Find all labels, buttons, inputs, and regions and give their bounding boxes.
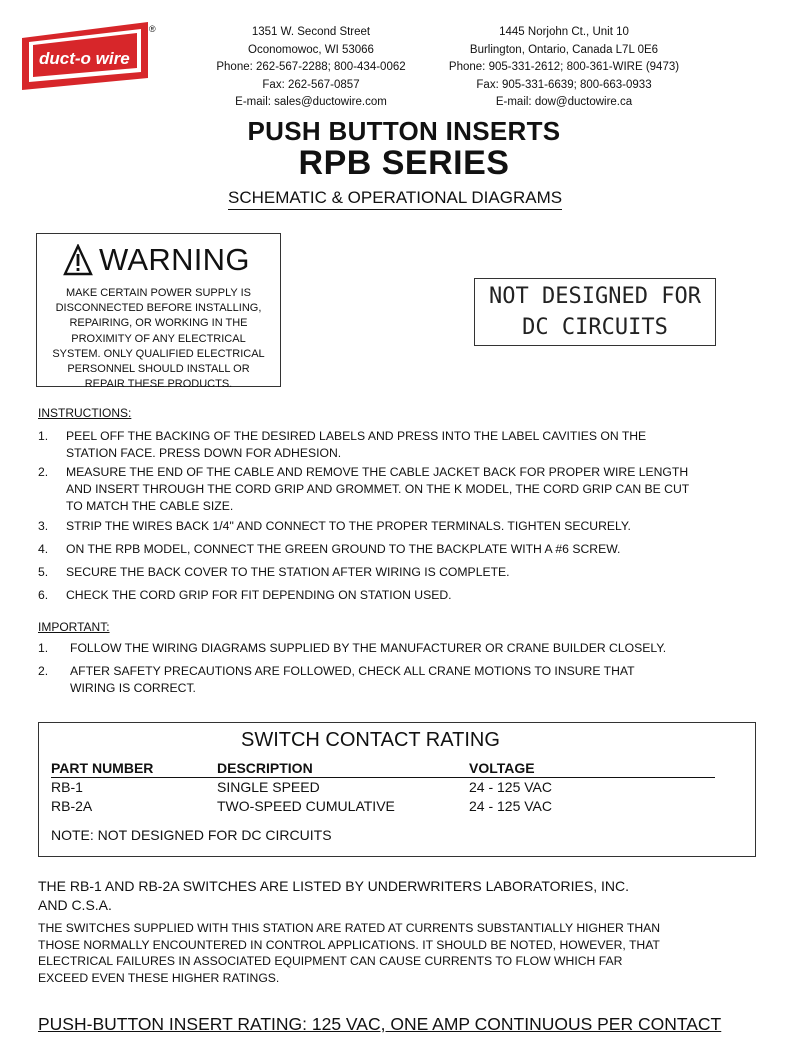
dc-notice-line: DC CIRCUITS [522,315,668,340]
dc-notice-box [474,278,716,346]
instruction-item [38,564,778,581]
text-line: EXCEED EVEN THESE HIGHER RATINGS. [38,970,280,985]
instruction-item [38,518,778,535]
address-fax: Fax: 905-331-6639; 800-663-0933 [476,78,652,91]
item-line: TO MATCH THE CABLE SIZE. [66,498,234,513]
column-header: PART NUMBER [51,759,217,778]
text-line: THE RB-1 AND RB-2A SWITCHES ARE LISTED BY UNDERWRITERS LABORATORIES, INC. [38,878,629,894]
instruction-item [38,464,788,514]
item-line: AFTER SAFETY PRECAUTIONS ARE FOLLOWED, CHECK ALL CRANE MOTIONS TO INSURE THAT [70,664,635,678]
rating-table [51,759,715,815]
address-canada [436,24,692,112]
item-number: 2. [38,465,49,479]
warning-triangle-icon [63,244,93,276]
instruction-item [38,428,778,462]
text-line: ELECTRICAL FAILURES IN ASSOCIATED EQUIPMENT CAN CAUSE CURRENTS TO FLOW WHICH FAR [38,954,623,969]
table-cell: TWO-SPEED CUMULATIVE [217,797,395,814]
series-title: RPB SERIES [298,144,510,182]
rating-note: NOTE: NOT DESIGNED FOR DC CIRCUITS [51,827,332,843]
address-city: Oconomowoc, WI 53066 [248,43,374,56]
table-header-row [51,759,715,778]
warning-line: REPAIR THESE PRODUCTS. [84,378,233,391]
address-city: Burlington, Ontario, Canada L7L 0E6 [469,43,659,56]
item-line: CHECK THE CORD GRIP FOR FIT DEPENDING ON STATION USED. [66,588,452,602]
item-line: ON THE RPB MODEL, CONNECT THE GREEN GROUND TO THE BACKPLATE WITH A #6 SCREW. [66,542,621,556]
company-logo [20,20,180,100]
warning-line: REPAIRING, OR WORKING IN THE [69,317,248,330]
dc-notice-line: NOT DESIGNED FOR [489,284,701,309]
text-line: THOSE NORMALLY ENCOUNTERED IN CONTROL APPLICATIONS. IT SHOULD BE NOTED, HOWEVER, THAT [38,937,660,952]
warning-line: SYSTEM. ONLY QUALIFIED ELECTRICAL [52,347,265,360]
logo-text: duct-o wire [39,49,130,68]
table-cell: RB-1 [51,779,83,796]
item-number: 4. [38,542,49,556]
text-line: AND C.S.A. [38,897,112,913]
column-header: DESCRIPTION [217,759,469,778]
item-line: MEASURE THE END OF THE CABLE AND REMOVE THE CABLE JACKET BACK FOR PROPER WIRE LENGTH [66,465,689,479]
important-heading: IMPORTANT: [38,620,110,634]
instruction-item [38,587,778,604]
important-item [38,640,778,657]
important-item [38,663,778,697]
switch-rating-note [38,920,758,986]
address-us [196,24,426,112]
insert-rating-footer: PUSH-BUTTON INSERT RATING: 125 VAC, ONE AMP CONTINUOUS PER CONTACT [38,1014,722,1034]
item-number: 1. [38,641,49,655]
address-street: 1445 Norjohn Ct., Unit 10 [499,26,629,38]
item-line: AND INSERT THROUGH THE CORD GRIP AND GROMMET. ON THE K MODEL, THE CORD GRIP CAN BE CUT [66,481,690,496]
registered-mark: ® [149,24,156,34]
ul-listing-text [38,877,738,915]
warning-box [36,233,281,391]
item-line: WIRING IS CORRECT. [70,680,196,695]
warning-title: WARNING [99,242,250,277]
warning-line: PROXIMITY OF ANY ELECTRICAL [71,332,246,345]
table-cell: RB-2A [51,797,93,814]
item-number: 1. [38,429,49,443]
table-cell: 24 - 125 VAC [469,797,553,814]
address-email[interactable]: E-mail: dow@ductowire.ca [495,96,633,109]
warning-line: DISCONNECTED BEFORE INSTALLING, [55,302,262,315]
item-line: PEEL OFF THE BACKING OF THE DESIRED LABELS AND PRESS INTO THE LABEL CAVITIES ON THE [66,429,647,443]
address-fax: Fax: 262-567-0857 [262,78,360,91]
table-row [51,797,715,816]
page-subtitle: SCHEMATIC & OPERATIONAL DIAGRAMS [228,188,562,210]
item-line: STRIP THE WIRES BACK 1/4" AND CONNECT TO THE PROPER TERMINALS. TIGHTEN SECURELY. [66,519,631,533]
warning-text [41,286,276,392]
address-phone: Phone: 262-567-2288; 800-434-0062 [216,61,406,74]
item-number: 3. [38,519,49,533]
column-header: VOLTAGE [469,759,715,778]
table-cell: SINGLE SPEED [217,779,320,796]
table-row [51,778,715,797]
page-title: PUSH BUTTON INSERTS [247,116,561,146]
text-line: THE SWITCHES SUPPLIED WITH THIS STATION ARE RATED AT CURRENTS SUBSTANTIALLY HIGHER THAN [38,921,661,935]
warning-line: PERSONNEL SHOULD INSTALL OR [67,363,250,376]
switch-rating-box [38,722,756,857]
warning-line: MAKE CERTAIN POWER SUPPLY IS [65,287,251,299]
item-number: 5. [38,565,49,579]
item-number: 2. [38,664,49,678]
item-number: 6. [38,588,49,602]
address-email[interactable]: E-mail: sales@ductowire.com [235,96,387,109]
address-street: 1351 W. Second Street [251,26,371,38]
item-line: FOLLOW THE WIRING DIAGRAMS SUPPLIED BY THE MANUFACTURER OR CRANE BUILDER CLOSELY. [70,641,667,655]
item-line: STATION FACE. PRESS DOWN FOR ADHESION. [66,445,342,460]
item-line: SECURE THE BACK COVER TO THE STATION AFTER WIRING IS COMPLETE. [66,565,510,579]
instruction-item [38,541,778,558]
rating-title: SWITCH CONTACT RATING [241,729,500,751]
address-phone: Phone: 905-331-2612; 800-361-WIRE (9473) [448,61,680,74]
warning-header [63,240,250,280]
table-cell: 24 - 125 VAC [469,779,553,796]
instructions-heading: INSTRUCTIONS: [38,406,132,420]
